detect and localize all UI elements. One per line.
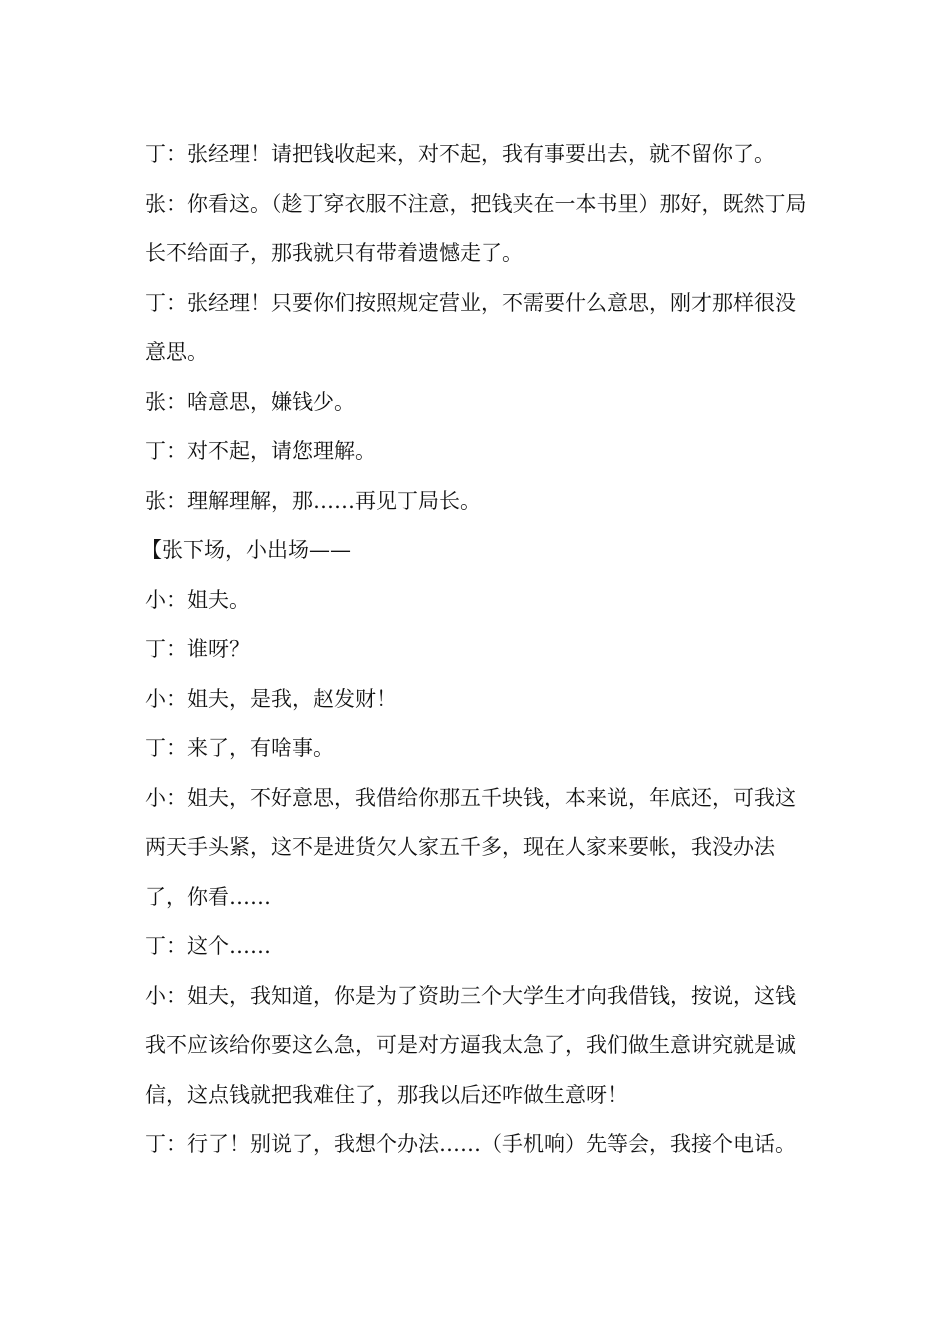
dialogue-line: 丁：张经理！请把钱收起来，对不起，我有事要出去，就不留你了。 — [145, 142, 775, 166]
stage-direction: 【张下场，小出场—— — [141, 538, 351, 562]
dialogue-line: 小：姐夫。 — [145, 587, 250, 612]
dialogue-line: 丁：这个…… — [145, 934, 271, 958]
dialogue-line: 张：你看这。（趁丁穿衣服不注意，把钱夹在一本书里）那好，既然丁局长不给面子，那我就只有带着遗憾走了。 — [145, 191, 807, 265]
dialogue-line: 小：姐夫，不好意思，我借给你那五千块钱，本来说，年底还，可我这两天手头紧，这不是进货欠人家五千多，现在人家来要帐，我没办法了，你看…… — [145, 785, 796, 909]
dialogue-line: 张：理解理解，那……再见丁局长。 — [145, 488, 481, 513]
dialogue-line: 小：姐夫，是我，赵发财！ — [145, 686, 397, 711]
dialogue-line: 丁：谁呀？ — [145, 637, 250, 661]
dialogue-line: 丁：行了！别说了，我想个办法……（手机响）先等会，我接个电话。 — [145, 1132, 796, 1156]
dialogue-line: 丁：对不起，请您理解。 — [145, 439, 376, 463]
dialogue-line: 丁：来了，有啥事。 — [145, 736, 334, 760]
dialogue-line: 丁：张经理！只要你们按照规定营业，不需要什么意思，刚才那样很没意思。 — [145, 290, 796, 364]
dialogue-line: 小：姐夫，我知道，你是为了资助三个大学生才向我借钱，按说，这钱我不应该给你要这么急，可是对方逼我太急了，我们做生意讲究就是诚信，这点钱就把我难住了，那我以后还咋做生意呀！ — [145, 983, 796, 1107]
dialogue-line: 张：啥意思，嫌钱少。 — [145, 389, 355, 414]
script-body — [141, 130, 810, 1170]
